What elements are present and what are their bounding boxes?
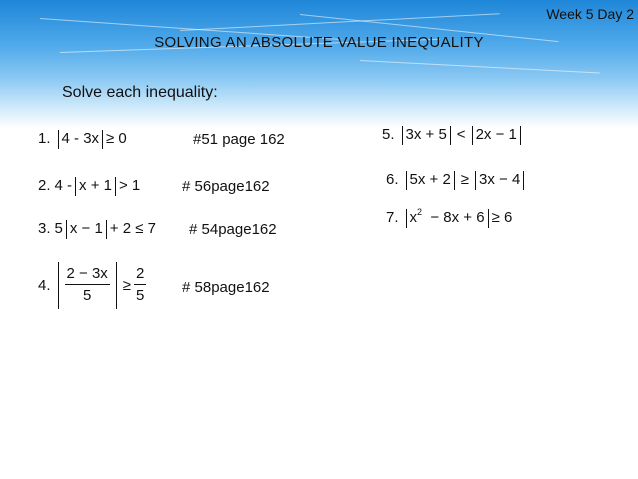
fraction-denominator: 5 bbox=[136, 286, 145, 304]
fraction bbox=[65, 264, 110, 307]
inequality-lhs-prefix: 5 bbox=[54, 220, 63, 237]
fraction-denominator: 5 bbox=[82, 286, 92, 304]
problem-3-reference: # 54page162 bbox=[189, 221, 277, 238]
problem-number: 2. bbox=[38, 177, 51, 194]
inequality-rhs: ≥ 6 bbox=[491, 209, 513, 226]
problem-4-reference: # 58page162 bbox=[182, 279, 270, 296]
absolute-value-expression: 2x − 1 bbox=[472, 126, 521, 145]
problem-number: 7. bbox=[386, 209, 399, 226]
slide-title: SOLVING AN ABSOLUTE VALUE INEQUALITY bbox=[154, 34, 484, 51]
inequality-symbol: ≥ bbox=[460, 171, 470, 188]
problem-number: 4. bbox=[38, 277, 51, 294]
problem-1-reference: #51 page 162 bbox=[193, 131, 285, 148]
inequality-rhs: > 1 bbox=[118, 177, 141, 194]
slide-subtitle: Solve each inequality: bbox=[62, 84, 218, 101]
problem-number: 6. bbox=[386, 171, 399, 188]
absolute-value-fraction bbox=[58, 262, 117, 309]
fraction bbox=[134, 264, 146, 307]
problem-7 bbox=[386, 209, 512, 228]
absolute-value-expression bbox=[406, 209, 489, 228]
inequality-symbol: < bbox=[456, 126, 466, 143]
problem-2-reference: # 56page162 bbox=[182, 178, 270, 195]
absolute-value-expression: 4 - 3x bbox=[58, 130, 104, 149]
absolute-value-expression: x + 1 bbox=[75, 177, 116, 196]
problem-number: 1. bbox=[38, 130, 51, 147]
exponent: 2 bbox=[417, 207, 423, 217]
absolute-value-expression: 5x + 2 bbox=[406, 171, 455, 190]
problem-1 bbox=[38, 130, 127, 149]
inequality-symbol: ≥ bbox=[122, 277, 132, 294]
absolute-value-expression: 3x − 4 bbox=[475, 171, 524, 190]
inequality-rhs: + 2 ≤ 7 bbox=[109, 220, 156, 237]
inequality-lhs-prefix: 4 - bbox=[54, 177, 73, 194]
problem-4 bbox=[38, 262, 146, 309]
banner-streak bbox=[360, 60, 600, 74]
banner-streak bbox=[180, 13, 500, 31]
variable-base: x bbox=[409, 209, 418, 226]
header-banner bbox=[0, 0, 638, 128]
problem-number: 3. bbox=[38, 220, 51, 237]
absolute-value-expression: x − 1 bbox=[66, 220, 107, 239]
inequality-rhs: ≥ 0 bbox=[106, 130, 127, 147]
fraction-numerator: 2 − 3x bbox=[65, 264, 110, 285]
problem-5 bbox=[382, 126, 524, 145]
problem-number: 5. bbox=[382, 126, 395, 143]
expression-remainder: − 8x + 6 bbox=[430, 209, 485, 226]
problem-6 bbox=[386, 171, 527, 190]
problem-2 bbox=[38, 177, 140, 196]
problem-3 bbox=[38, 220, 156, 239]
fraction-numerator: 2 bbox=[134, 264, 146, 285]
absolute-value-expression: 3x + 5 bbox=[402, 126, 451, 145]
week-day-label: Week 5 Day 2 bbox=[546, 6, 634, 22]
